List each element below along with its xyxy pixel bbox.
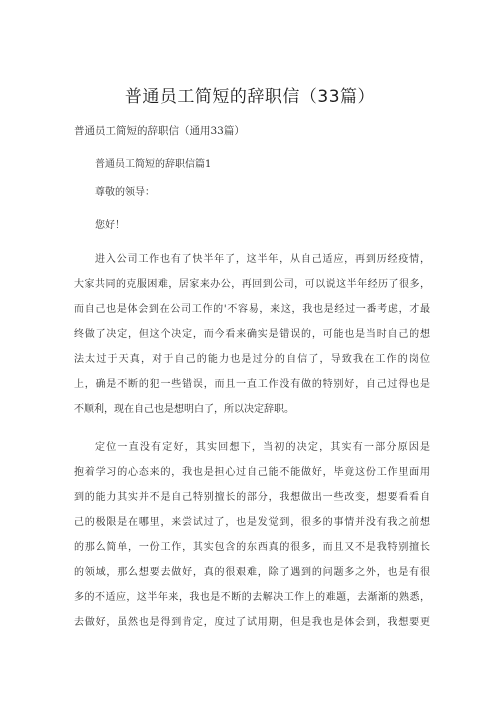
paragraph1-line: 进入公司工作也有了快半年了，这半年，从自己适应，再到历经疫情， xyxy=(95,254,430,265)
paragraph1-line: 法太过于天真，对于自己的能力也是过分的自信了，导致我在工作的岗位 xyxy=(74,354,430,365)
paragraph1-line: 不顺利，现在自己也是想明白了，所以决定辞职。 xyxy=(74,404,294,415)
salutation: 尊敬的领导： xyxy=(95,187,155,198)
paragraph2-line: 去做好，虽然也是得到肯定，度过了试用期，但是我也是体会到，我想要更 xyxy=(74,617,430,628)
paragraph2-line: 定位一直没有定好，其实回想下，当初的决定，其实有一部分原因是 xyxy=(95,442,430,453)
paragraph1-line: 终做了决定，但这个决定，而今看来确实是错误的，可能也是当时自己的想 xyxy=(74,329,430,340)
paragraph1-line: 而自己也是体会到在公司工作的'不容易，来这，我也是经过一番考虑，才最 xyxy=(74,304,430,315)
paragraph1-line: 大家共同的克服困难，居家来办公，再回到公司，可以说这半年经历了很多， xyxy=(74,279,430,290)
paragraph1-line: 上，确是不断的犯一些错误，而且一直工作没有做的特别好，自己过得也是 xyxy=(74,379,430,390)
paragraph2-line: 多的不适应，这半年来，我也是不断的去解决工作上的难题，去渐渐的熟悉， xyxy=(74,592,430,603)
paragraph2-line: 到的能力其实并不是自己特别擅长的部分，我想做出一些改变，想要看看自 xyxy=(74,492,430,503)
paragraph2-line: 己的极限是在哪里，来尝试过了，也是发觉到，很多的事情并没有我之前想 xyxy=(74,517,430,528)
paragraph2-line: 的领域，那么想要去做好，真的很艰难，除了遇到的问题多之外，也是有很 xyxy=(74,567,430,578)
document-title: 普通员工简短的辞职信（33篇） xyxy=(124,87,376,107)
document-subtitle: 普通员工简短的辞职信（通用33篇） xyxy=(74,125,245,137)
greeting: 您好！ xyxy=(95,220,125,231)
section-heading: 普通员工简短的辞职信篇1 xyxy=(95,159,212,170)
paragraph2-line: 抱着学习的心态来的，我也是担心过自己能不能做好，毕竟这份工作里面用 xyxy=(74,467,430,478)
paragraph2-line: 的那么简单，一份工作，其实包含的东西真的很多，而且又不是我特别擅长 xyxy=(74,542,430,553)
